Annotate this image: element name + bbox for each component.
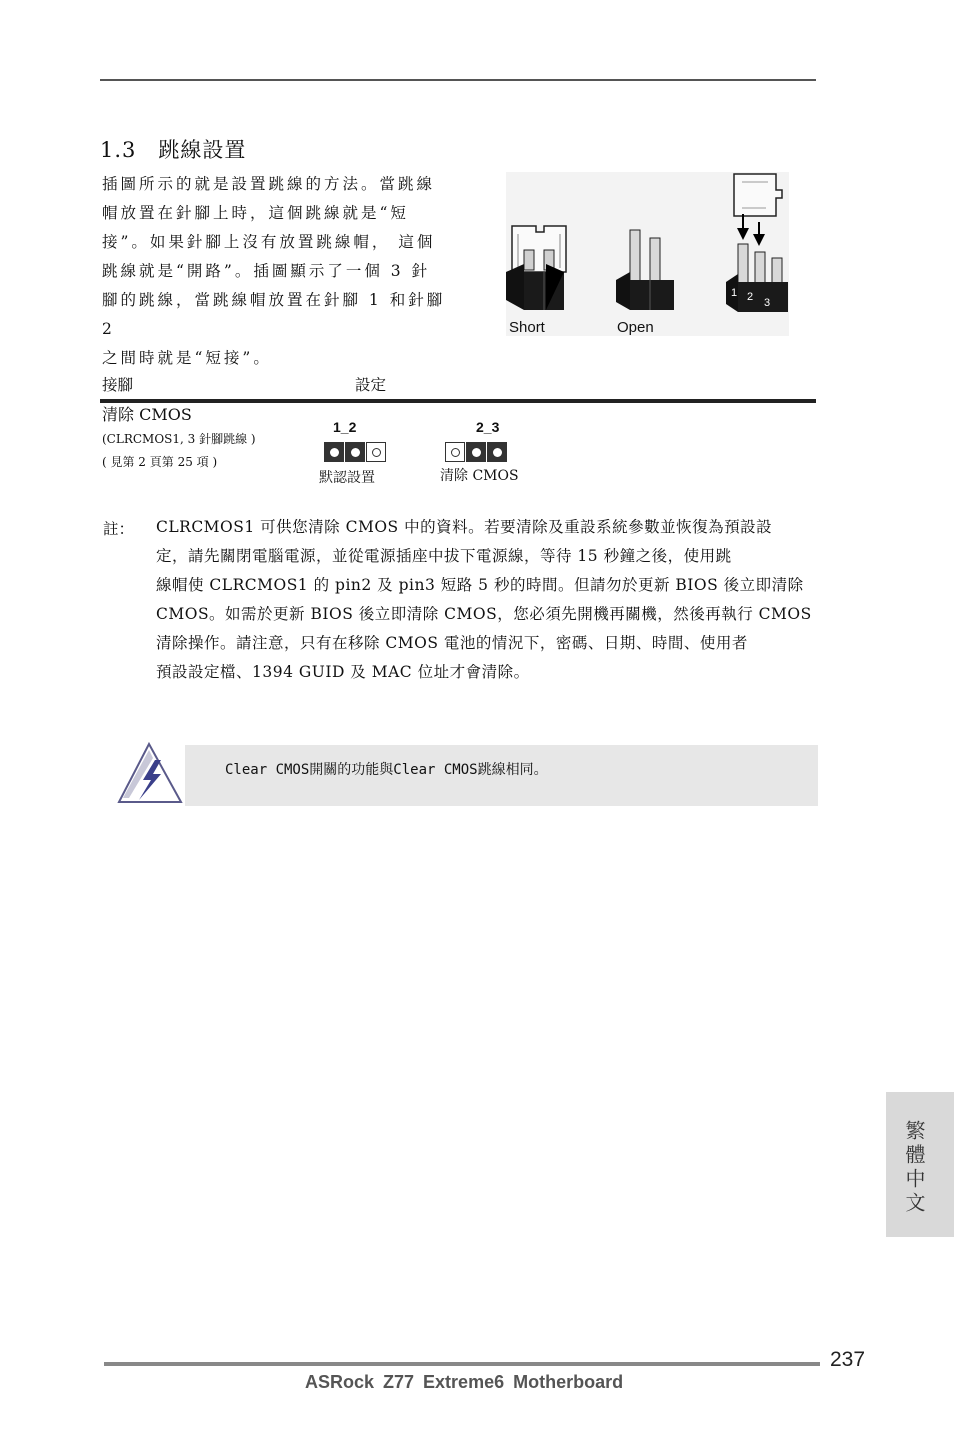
note-line: CLRCMOS1 可供您清除 CMOS 中的資料。若要清除及重設系統參數並恢復為預設設 — [156, 518, 773, 536]
jumper-detail: (CLRCMOS1, 3 針腳跳線 ) — [102, 432, 256, 446]
pin-number-2: 2 — [747, 291, 754, 303]
warning-text: Clear CMOS開關的功能與Clear CMOS跳線相同。 — [225, 762, 548, 778]
intro-line: 之間時就是“短接”。 — [102, 349, 272, 367]
open-jumper — [616, 230, 674, 336]
pin — [487, 442, 507, 462]
note-paragraph — [156, 513, 818, 687]
intro-paragraph — [102, 170, 464, 373]
table-header-rule — [100, 399, 816, 403]
intro-line: 帽放置在針腳上時，這個跳線就是“短 — [102, 204, 409, 222]
intro-line: 接”。如果針腳上沒有放置跳線帽， 這個 — [102, 233, 436, 251]
column-header-setting: 設定 — [355, 376, 387, 394]
page-number: 237 — [830, 1348, 866, 1371]
language-side-label: 繁體中文 — [902, 1120, 926, 1216]
note-line: 定，請先關閉電腦電源，並從電源插座中拔下電源線，等待 15 秒鐘之後，使用跳 — [156, 547, 732, 565]
pin — [345, 442, 365, 462]
note-line: 預設設定檔、1394 GUID 及 MAC 位址才會清除。 — [156, 663, 530, 681]
note-line: 清除操作。請注意，只有在移除 CMOS 電池的情況下，密碼、日期、時間、使用者 — [156, 634, 748, 652]
note-line: CMOS。如需於更新 BIOS 後立即清除 CMOS，您必須先開機再關機，然後再執行 CMOS — [156, 605, 812, 623]
bottom-rule — [104, 1362, 820, 1366]
section-title — [100, 134, 246, 164]
open-label: Open — [617, 319, 654, 336]
jumper-reference: ( 見第 2 頁第 25 項 ) — [102, 455, 218, 469]
pin-number-1: 1 — [731, 287, 738, 299]
short-jumper — [506, 226, 566, 336]
footer-text: ASRock Z77 Extreme6 Motherboard — [305, 1372, 624, 1392]
setting-default-label: 1_2 — [333, 419, 357, 435]
note-label: 註： — [103, 520, 135, 538]
intro-line: 插圖所示的就是設置跳線的方法。當跳線 — [102, 175, 436, 193]
pin-number-3: 3 — [764, 297, 771, 309]
short-label: Short — [509, 319, 545, 336]
pin-diagram-default — [324, 442, 387, 462]
column-header-jumper: 接腳 — [102, 376, 134, 394]
jumper-name: 清除 CMOS — [102, 405, 192, 424]
three-pin-jumper — [726, 174, 788, 312]
setting-clear-label: 2_3 — [476, 419, 500, 435]
jumper-illustration — [506, 172, 789, 336]
setting-default-caption: 默認設置 — [319, 470, 375, 486]
top-rule — [100, 79, 816, 81]
intro-line: 腳的跳線，當跳線帽放置在針腳 1 和針腳 2 — [102, 291, 446, 338]
pin — [466, 442, 486, 462]
note-line: 線帽使 CLRCMOS1 的 pin2 及 pin3 短路 5 秒的時間。但請勿於更新 BIOS 後立即清除 — [156, 576, 804, 594]
pin — [445, 442, 465, 462]
pin — [366, 442, 386, 462]
intro-line: 跳線就是“開路”。插圖顯示了一個 3 針 — [102, 262, 431, 280]
setting-clear-caption: 清除 CMOS — [440, 468, 519, 484]
section-title-text: 跳線設置 — [158, 138, 247, 162]
pin — [324, 442, 344, 462]
pin-diagram-clear — [445, 442, 508, 462]
warning-lightning-icon — [115, 740, 187, 812]
section-number: 1.3 — [100, 138, 137, 162]
